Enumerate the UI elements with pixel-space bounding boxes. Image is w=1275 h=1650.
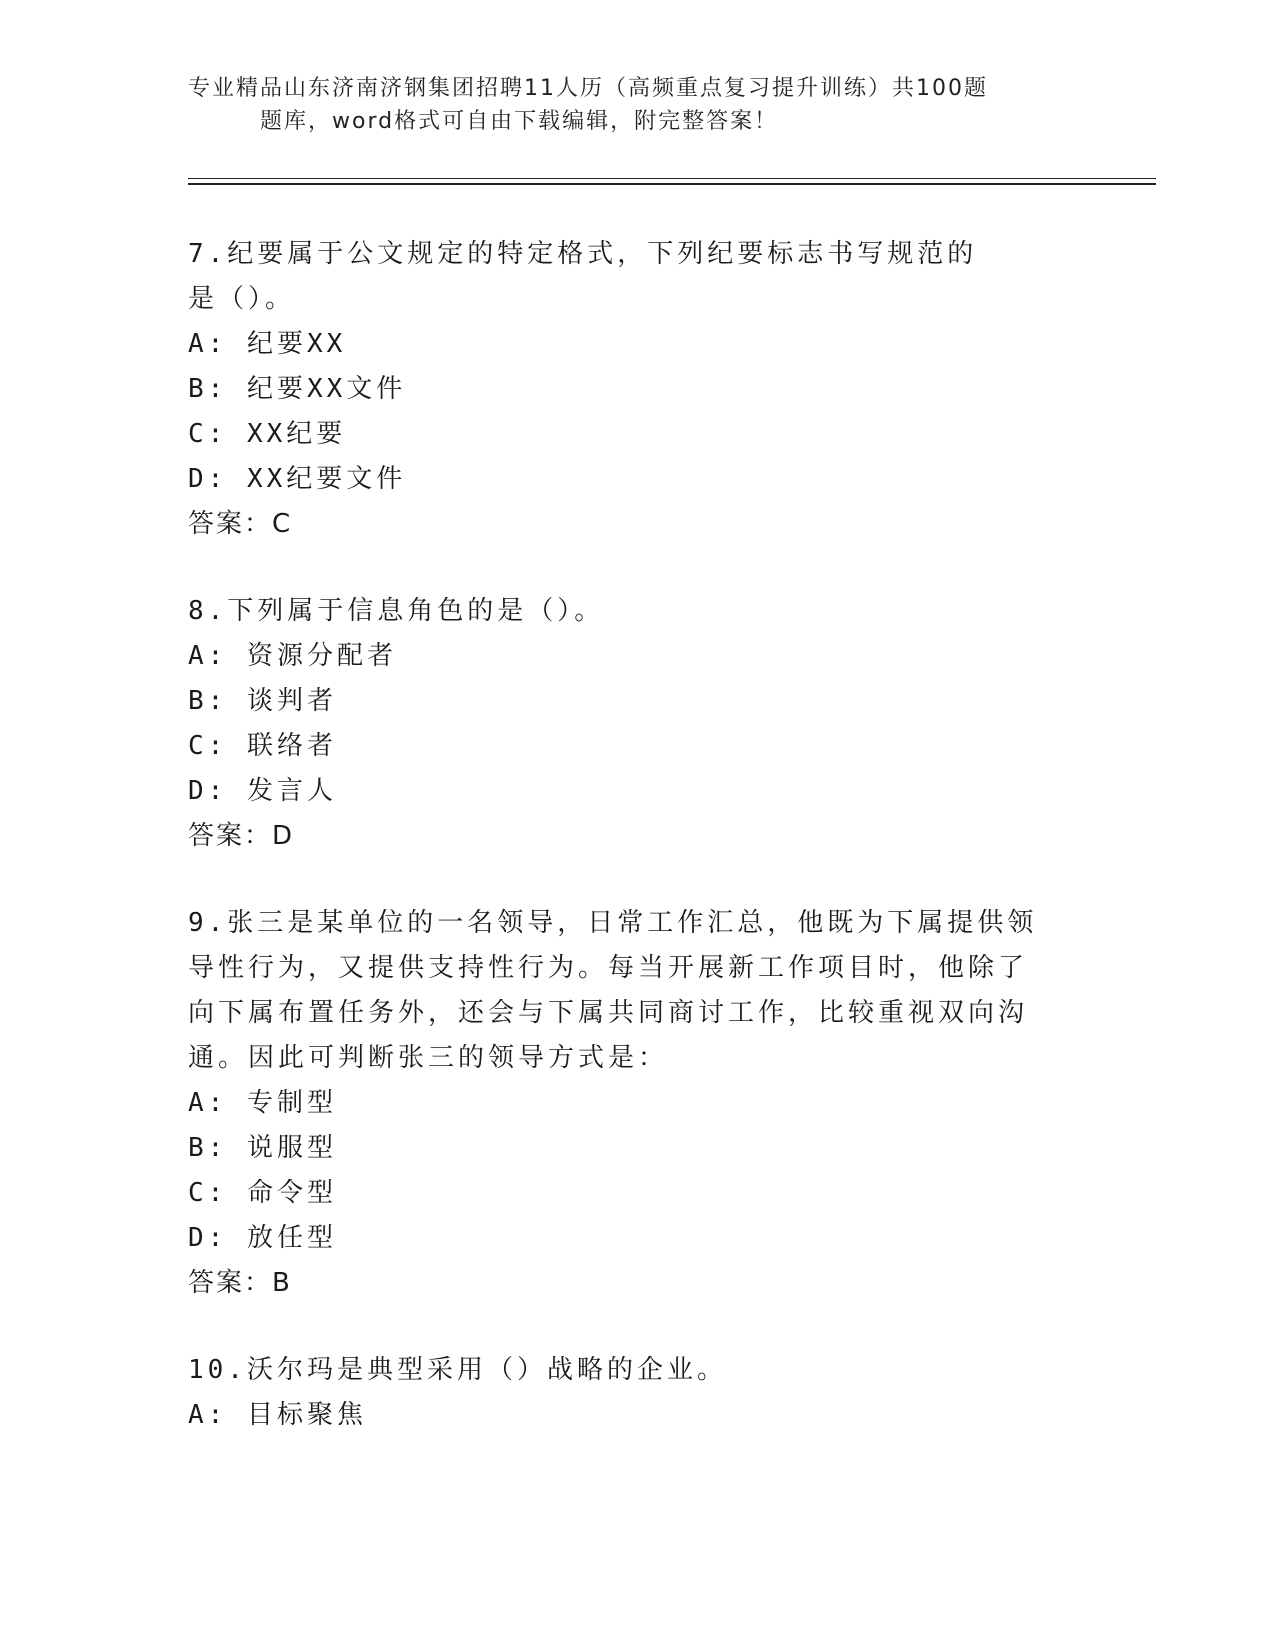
header-title-line-1: 专业精品山东济南济钢集团招聘11人历（高频重点复习提升训练）共100题 [188, 76, 988, 101]
option-b: B: 说服型 [188, 1133, 337, 1163]
option-d: D: 放任型 [188, 1223, 337, 1253]
question-9 [188, 901, 1068, 1306]
option-a: A: 纪要XX [188, 329, 347, 359]
option-c: C: 命令型 [188, 1178, 337, 1208]
header-divider-thick [188, 183, 1156, 185]
question-text: 7.纪要属于公文规定的特定格式，下列纪要标志书写规范的是（）。 [188, 239, 978, 314]
answer-label: 答案：D [188, 821, 295, 851]
option-c: C: XX纪要 [188, 419, 347, 449]
question-list [188, 232, 1068, 1482]
answer-label: 答案：B [188, 1268, 292, 1298]
option-a: A: 资源分配者 [188, 641, 397, 671]
question-text: 8.下列属于信息角色的是（）。 [188, 596, 605, 626]
option-d: D: 发言人 [188, 776, 337, 806]
question-10 [188, 1348, 1068, 1438]
question-text: 9.张三是某单位的一名领导，日常工作汇总，他既为下属提供领导性行为，又提供支持性行为。每当开展新工作项目时，他除了向下属布置任务外，还会与下属共同商讨工作，比较重视双向沟通。因此可判断张三的领导方式是： [188, 908, 1038, 1073]
option-b: B: 纪要XX文件 [188, 374, 407, 404]
option-b: B: 谈判者 [188, 686, 337, 716]
option-a: A: 专制型 [188, 1088, 337, 1118]
document-header [188, 72, 1088, 138]
question-8 [188, 589, 1068, 859]
option-c: C: 联络者 [188, 731, 337, 761]
question-text: 10.沃尔玛是典型采用（）战略的企业。 [188, 1355, 727, 1385]
header-title-line-2: 题库，word格式可自由下载编辑，附完整答案！ [260, 109, 779, 134]
header-divider-thin [188, 178, 1156, 179]
option-a: A: 目标聚焦 [188, 1400, 367, 1430]
option-d: D: XX纪要文件 [188, 464, 407, 494]
question-7 [188, 232, 1068, 547]
answer-label: 答案：C [188, 509, 293, 539]
